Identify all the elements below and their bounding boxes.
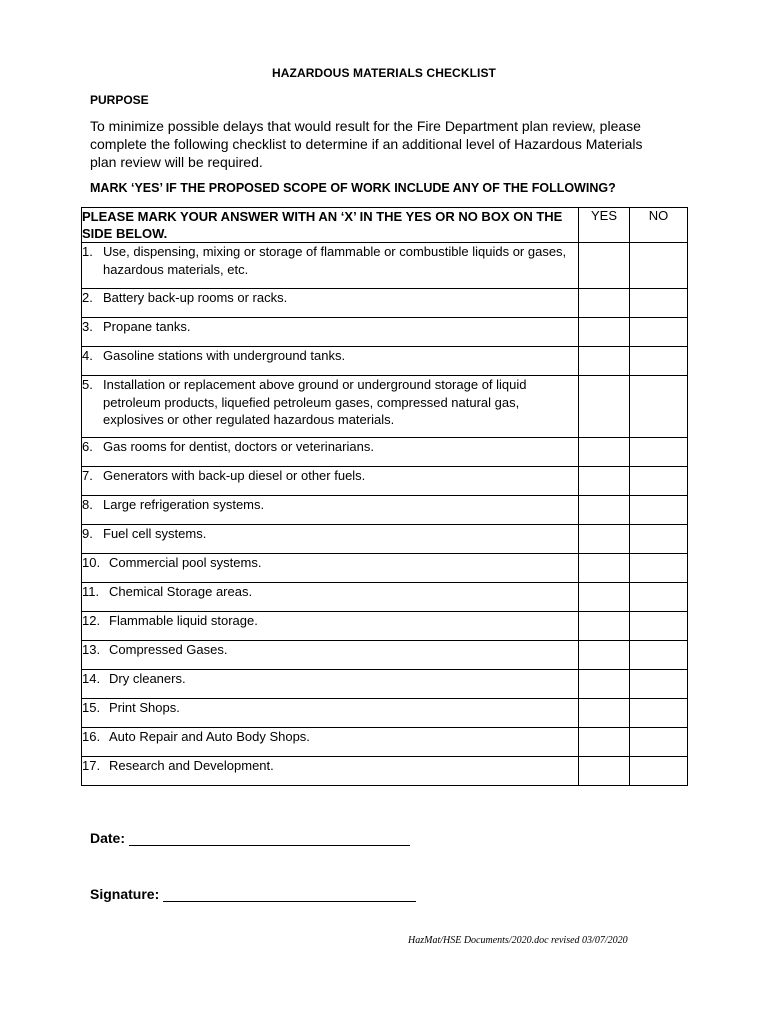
table-header-row: [82, 208, 688, 243]
checklist-item: [82, 347, 579, 376]
item-text: Auto Repair and Auto Body Shops.: [109, 729, 310, 744]
yes-box[interactable]: [579, 525, 630, 554]
table-row: [82, 525, 688, 554]
no-box[interactable]: [630, 318, 688, 347]
no-box[interactable]: [630, 757, 688, 786]
no-box[interactable]: [630, 289, 688, 318]
table-row: [82, 757, 688, 786]
table-row: [82, 583, 688, 612]
item-text: Fuel cell systems.: [103, 526, 207, 541]
item-text: Flammable liquid storage.: [109, 613, 258, 628]
no-box[interactable]: [630, 496, 688, 525]
checklist-item: [82, 243, 579, 289]
no-box[interactable]: [630, 728, 688, 757]
yes-box[interactable]: [579, 289, 630, 318]
item-text: Large refrigeration systems.: [103, 497, 265, 512]
item-number: 9.: [82, 526, 93, 541]
table-row: [82, 496, 688, 525]
checklist-item: [82, 496, 579, 525]
checklist-item: [82, 554, 579, 583]
signature-blank-line[interactable]: [163, 887, 416, 902]
no-box[interactable]: [630, 243, 688, 289]
yes-box[interactable]: [579, 376, 630, 438]
item-number: 4.: [82, 348, 93, 363]
table-row: [82, 670, 688, 699]
no-box[interactable]: [630, 554, 688, 583]
yes-box[interactable]: [579, 641, 630, 670]
item-number: 1.: [82, 244, 93, 259]
item-text: Generators with back-up diesel or other fuels.: [103, 468, 366, 483]
header-no: NO: [630, 208, 688, 243]
no-box[interactable]: [630, 347, 688, 376]
signature-field[interactable]: [90, 886, 416, 902]
table-row: [82, 467, 688, 496]
yes-box[interactable]: [579, 612, 630, 641]
yes-box[interactable]: [579, 318, 630, 347]
yes-box[interactable]: [579, 243, 630, 289]
yes-box[interactable]: [579, 699, 630, 728]
no-box[interactable]: [630, 670, 688, 699]
item-number: 3.: [82, 319, 93, 334]
item-number: 11.: [82, 584, 100, 599]
checklist-item: [82, 728, 579, 757]
no-box[interactable]: [630, 641, 688, 670]
item-number: 2.: [82, 290, 93, 305]
table-row: [82, 641, 688, 670]
item-number: 15.: [82, 700, 101, 715]
yes-box[interactable]: [579, 583, 630, 612]
date-blank-line[interactable]: [129, 831, 410, 846]
intro-paragraph: To minimize possible delays that would result for the Fire Department plan review, please complete the following checklist to determine if an additional level of Hazardous Materials plan review will be required.: [90, 118, 643, 170]
item-text: Use, dispensing, mixing or storage of flammable or combustible liquids or gases, hazardous materials, etc.: [103, 244, 567, 277]
checklist-item: [82, 699, 579, 728]
no-box[interactable]: [630, 438, 688, 467]
checklist-item: [82, 318, 579, 347]
table-row: [82, 728, 688, 757]
table-row: [82, 318, 688, 347]
item-text: Print Shops.: [109, 700, 180, 715]
no-box[interactable]: [630, 699, 688, 728]
item-number: 17.: [82, 758, 101, 773]
table-row: [82, 376, 688, 438]
yes-box[interactable]: [579, 728, 630, 757]
item-text: Dry cleaners.: [109, 671, 186, 686]
no-box[interactable]: [630, 525, 688, 554]
purpose-heading: PURPOSE: [90, 93, 149, 107]
item-number: 10.: [82, 555, 101, 570]
item-text: Installation or replacement above ground or underground storage of liquid petroleum products, liquefied petroleum gases, compressed natural gas, explosives or other regulated hazardous materials.: [103, 377, 527, 427]
table-row: [82, 699, 688, 728]
item-text: Gas rooms for dentist, doctors or veterinarians.: [103, 439, 374, 454]
checklist-item: [82, 612, 579, 641]
checklist-body: [82, 243, 688, 786]
checklist-item: [82, 467, 579, 496]
checklist-item: [82, 757, 579, 786]
checklist-item: [82, 438, 579, 467]
no-box[interactable]: [630, 467, 688, 496]
table-row: [82, 554, 688, 583]
item-text: Gasoline stations with underground tanks.: [103, 348, 346, 363]
date-label: Date:: [90, 830, 126, 846]
no-box[interactable]: [630, 583, 688, 612]
item-number: 7.: [82, 468, 93, 483]
instruction-text: MARK ‘YES’ IF THE PROPOSED SCOPE OF WORK INCLUDE ANY OF THE FOLLOWING?: [90, 181, 616, 195]
footer-revision: HazMat/HSE Documents/2020.doc revised 03/07/2020: [408, 935, 628, 946]
checklist-item: [82, 525, 579, 554]
checklist-table: [81, 207, 688, 786]
date-field[interactable]: [90, 830, 410, 846]
document-title: HAZARDOUS MATERIALS CHECKLIST: [271, 66, 496, 80]
item-text: Propane tanks.: [103, 319, 191, 334]
item-text: Battery back-up rooms or racks.: [103, 290, 288, 305]
yes-box[interactable]: [579, 670, 630, 699]
signature-label: Signature:: [90, 886, 160, 902]
item-number: 12.: [82, 613, 101, 628]
yes-box[interactable]: [579, 347, 630, 376]
item-text: Research and Development.: [109, 758, 274, 773]
table-row: [82, 347, 688, 376]
item-number: 16.: [82, 729, 101, 744]
item-number: 5.: [82, 377, 93, 392]
no-box[interactable]: [630, 612, 688, 641]
item-number: 6.: [82, 439, 93, 454]
checklist-item: [82, 670, 579, 699]
header-question: PLEASE MARK YOUR ANSWER WITH AN ‘X’ IN THE YES OR NO BOX ON THE SIDE BELOW.: [82, 208, 579, 243]
no-box[interactable]: [630, 376, 688, 438]
table-row: [82, 438, 688, 467]
item-number: 8.: [82, 497, 93, 512]
item-number: 14.: [82, 671, 101, 686]
table-row: [82, 612, 688, 641]
table-row: [82, 289, 688, 318]
item-text: Compressed Gases.: [109, 642, 228, 657]
table-row: [82, 243, 688, 289]
item-text: Commercial pool systems.: [109, 555, 262, 570]
item-number: 13.: [82, 642, 101, 657]
yes-box[interactable]: [579, 496, 630, 525]
checklist-item: [82, 641, 579, 670]
yes-box[interactable]: [579, 757, 630, 786]
checklist-item: [82, 376, 579, 438]
header-yes: YES: [579, 208, 630, 243]
item-text: Chemical Storage areas.: [109, 584, 253, 599]
yes-box[interactable]: [579, 438, 630, 467]
yes-box[interactable]: [579, 467, 630, 496]
checklist-item: [82, 583, 579, 612]
yes-box[interactable]: [579, 554, 630, 583]
checklist-item: [82, 289, 579, 318]
